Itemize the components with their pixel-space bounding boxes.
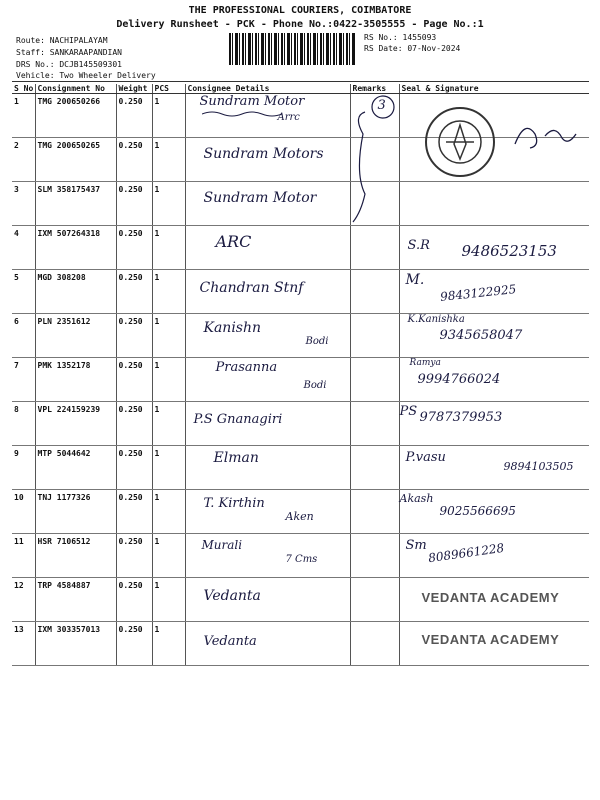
consignee-cell — [185, 314, 350, 358]
consignee-handwriting: T. Kirthin — [203, 496, 265, 511]
remarks-cell — [350, 446, 399, 490]
pcs-cell: 1 — [152, 182, 185, 226]
pcs-cell: 1 — [152, 490, 185, 534]
weight-cell: 0.250 — [116, 314, 152, 358]
strike-mark — [202, 110, 282, 118]
sno-cell: 7 — [12, 358, 35, 402]
phone-handwriting: 9486523153 — [461, 242, 557, 260]
sno-cell: 6 — [12, 314, 35, 358]
consignee-handwriting: Chandran Stnf — [199, 280, 304, 296]
signature-scribble: Akash — [399, 492, 434, 505]
sno-cell: 8 — [12, 402, 35, 446]
sno-cell: 13 — [12, 622, 35, 666]
sno-cell: 9 — [12, 446, 35, 490]
table-row — [12, 402, 589, 446]
consignee-cell — [185, 402, 350, 446]
signature-scribble: PS — [399, 404, 418, 419]
signature-cell — [399, 578, 589, 622]
runsheet-subtitle: Delivery Runsheet - PCK - Phone No.:0422-3505555 - Page No.:1 — [116, 19, 484, 30]
rs-number: RS No.: 1455093 — [364, 33, 437, 42]
consignment-cell: MTP 5044642 — [35, 446, 116, 490]
consignee-handwriting-2: Aken — [285, 510, 314, 523]
header-rule — [12, 81, 589, 82]
table-row — [12, 446, 589, 490]
consignee-cell — [185, 182, 350, 226]
pcs-cell: 1 — [152, 446, 185, 490]
signature-scribble: M. — [405, 272, 425, 288]
col-remarks: Remarks — [350, 84, 399, 94]
route-field: Route: NACHIPALAYAM — [16, 36, 108, 45]
consignee-cell — [185, 622, 350, 666]
staff-field: Staff: SANKARAAPANDIAN — [16, 48, 122, 57]
consignment-cell: TMG 200650266 — [35, 94, 116, 138]
consignee-cell — [185, 490, 350, 534]
signature-cell — [399, 94, 589, 138]
table-row — [12, 182, 589, 226]
weight-cell: 0.250 — [116, 534, 152, 578]
sno-cell: 3 — [12, 182, 35, 226]
signature-scribble: K.Kanishka — [407, 314, 465, 325]
table-row — [12, 138, 589, 182]
phone-handwriting: 8089661228 — [426, 540, 505, 566]
col-consignment: Consignment No — [35, 84, 116, 94]
signature-cell — [399, 314, 589, 358]
col-pcs: PCS — [152, 84, 185, 94]
consignee-cell — [185, 138, 350, 182]
sno-cell: 12 — [12, 578, 35, 622]
table-row — [12, 534, 589, 578]
pcs-cell: 1 — [152, 358, 185, 402]
remarks-cell — [350, 270, 399, 314]
consignment-cell: HSR 7106512 — [35, 534, 116, 578]
consignee-handwriting-2: Arrc — [277, 112, 300, 123]
consignee-handwriting: Prasanna — [215, 360, 278, 375]
signature-cell — [399, 622, 589, 666]
remarks-cell — [350, 182, 399, 226]
consignee-handwriting: ARC — [215, 232, 252, 251]
sno-cell: 5 — [12, 270, 35, 314]
academy-stamp: VEDANTA ACADEMY — [421, 632, 560, 647]
consignee-handwriting: Sundram Motors — [203, 146, 324, 162]
rs-date: RS Date: 07-Nov-2024 — [364, 44, 461, 53]
remarks-cell — [350, 94, 399, 138]
signature-scribble: S.R — [407, 238, 430, 253]
consignee-handwriting-2: Bodi — [303, 380, 327, 391]
drs-field: DRS No.: DCJB145509301 — [16, 60, 122, 69]
runsheet-table — [12, 84, 589, 666]
consignee-handwriting: P.S Gnanagiri — [193, 412, 283, 427]
table-row — [12, 270, 589, 314]
remarks-cell — [350, 402, 399, 446]
signature-cell — [399, 270, 589, 314]
consignment-cell: TRP 4584887 — [35, 578, 116, 622]
consignee-handwriting-2: Bodi — [305, 336, 329, 347]
signature-cell — [399, 226, 589, 270]
col-consignee: Consignee Details — [185, 84, 350, 94]
remarks-cell — [350, 138, 399, 182]
sno-cell: 11 — [12, 534, 35, 578]
remarks-cell — [350, 490, 399, 534]
remarks-cell — [350, 622, 399, 666]
pcs-cell: 1 — [152, 622, 185, 666]
weight-cell: 0.250 — [116, 358, 152, 402]
weight-cell: 0.250 — [116, 402, 152, 446]
signature-cell — [399, 358, 589, 402]
consignment-cell: TMG 200650265 — [35, 138, 116, 182]
weight-cell: 0.250 — [116, 490, 152, 534]
consignee-cell — [185, 534, 350, 578]
pcs-cell: 1 — [152, 138, 185, 182]
signature-cell — [399, 446, 589, 490]
consignee-handwriting-2: 7 Cms — [285, 554, 318, 565]
pcs-cell: 1 — [152, 94, 185, 138]
phone-handwriting: 9994766024 — [417, 372, 501, 387]
weight-cell: 0.250 — [116, 446, 152, 490]
weight-cell: 0.250 — [116, 578, 152, 622]
col-weight: Weight — [116, 84, 152, 94]
table-row — [12, 314, 589, 358]
vehicle-field: Vehicle: Two Wheeler Delivery — [16, 71, 156, 80]
consignee-cell — [185, 270, 350, 314]
table-row — [12, 226, 589, 270]
phone-handwriting: 9025566695 — [439, 504, 516, 518]
signature-cell — [399, 182, 589, 226]
consignee-handwriting: Sundram Motor — [203, 190, 317, 206]
consignee-cell — [185, 94, 350, 138]
consignment-cell: PMK 1352178 — [35, 358, 116, 402]
consignee-handwriting: Murali — [201, 538, 243, 552]
pcs-cell: 1 — [152, 578, 185, 622]
weight-cell: 0.250 — [116, 270, 152, 314]
signature-cell — [399, 138, 589, 182]
consignment-cell: VPL 224159239 — [35, 402, 116, 446]
consignee-handwriting: Kanishn — [203, 320, 262, 336]
consignee-handwriting: Vedanta — [203, 634, 257, 649]
consignee-handwriting: Sundram Motor — [199, 94, 305, 109]
phone-handwriting: 9894103505 — [503, 460, 574, 473]
pcs-cell: 1 — [152, 270, 185, 314]
table-header-row — [12, 84, 589, 94]
signature-cell — [399, 402, 589, 446]
consignment-cell: IXM 507264318 — [35, 226, 116, 270]
document-title: THE PROFESSIONAL COURIERS, COIMBATORE — [188, 5, 412, 16]
signature-scribble: Sm — [405, 538, 427, 553]
col-seal-signature: Seal & Signature — [399, 84, 589, 94]
remarks-cell — [350, 578, 399, 622]
sno-cell: 1 — [12, 94, 35, 138]
remarks-count: 3 — [377, 98, 386, 113]
consignee-cell — [185, 446, 350, 490]
barcode — [229, 33, 356, 65]
sno-cell: 4 — [12, 226, 35, 270]
signature-scribble: Ramya — [409, 358, 441, 368]
consignment-cell: PLN 2351612 — [35, 314, 116, 358]
remarks-cell — [350, 226, 399, 270]
table-row — [12, 490, 589, 534]
weight-cell: 0.250 — [116, 182, 152, 226]
consignment-cell: IXM 303357013 — [35, 622, 116, 666]
pcs-cell: 1 — [152, 402, 185, 446]
table-row — [12, 94, 589, 138]
weight-cell: 0.250 — [116, 226, 152, 270]
phone-handwriting: 9787379953 — [419, 410, 503, 425]
table-row — [12, 578, 589, 622]
signature-cell — [399, 534, 589, 578]
academy-stamp: VEDANTA ACADEMY — [421, 590, 560, 605]
weight-cell: 0.250 — [116, 94, 152, 138]
signature-scribble: P.vasu — [405, 450, 446, 465]
phone-handwriting: 9345658047 — [439, 328, 523, 343]
consignment-cell: TNJ 1177326 — [35, 490, 116, 534]
consignee-handwriting: Elman — [213, 450, 259, 466]
consignment-cell: MGD 308208 — [35, 270, 116, 314]
phone-handwriting: 9843122925 — [438, 282, 517, 304]
pcs-cell: 1 — [152, 314, 185, 358]
consignee-cell — [185, 358, 350, 402]
consignee-cell — [185, 226, 350, 270]
consignment-cell: SLM 358175437 — [35, 182, 116, 226]
sno-cell: 10 — [12, 490, 35, 534]
pcs-cell: 1 — [152, 226, 185, 270]
remarks-cell — [350, 314, 399, 358]
weight-cell: 0.250 — [116, 138, 152, 182]
remarks-cell — [350, 358, 399, 402]
remarks-cell — [350, 534, 399, 578]
weight-cell: 0.250 — [116, 622, 152, 666]
table-row — [12, 622, 589, 666]
table-row — [12, 358, 589, 402]
consignee-handwriting: Vedanta — [203, 588, 261, 604]
consignee-cell — [185, 578, 350, 622]
col-sno: S No — [14, 84, 34, 93]
signature-cell — [399, 490, 589, 534]
pcs-cell: 1 — [152, 534, 185, 578]
sno-cell: 2 — [12, 138, 35, 182]
